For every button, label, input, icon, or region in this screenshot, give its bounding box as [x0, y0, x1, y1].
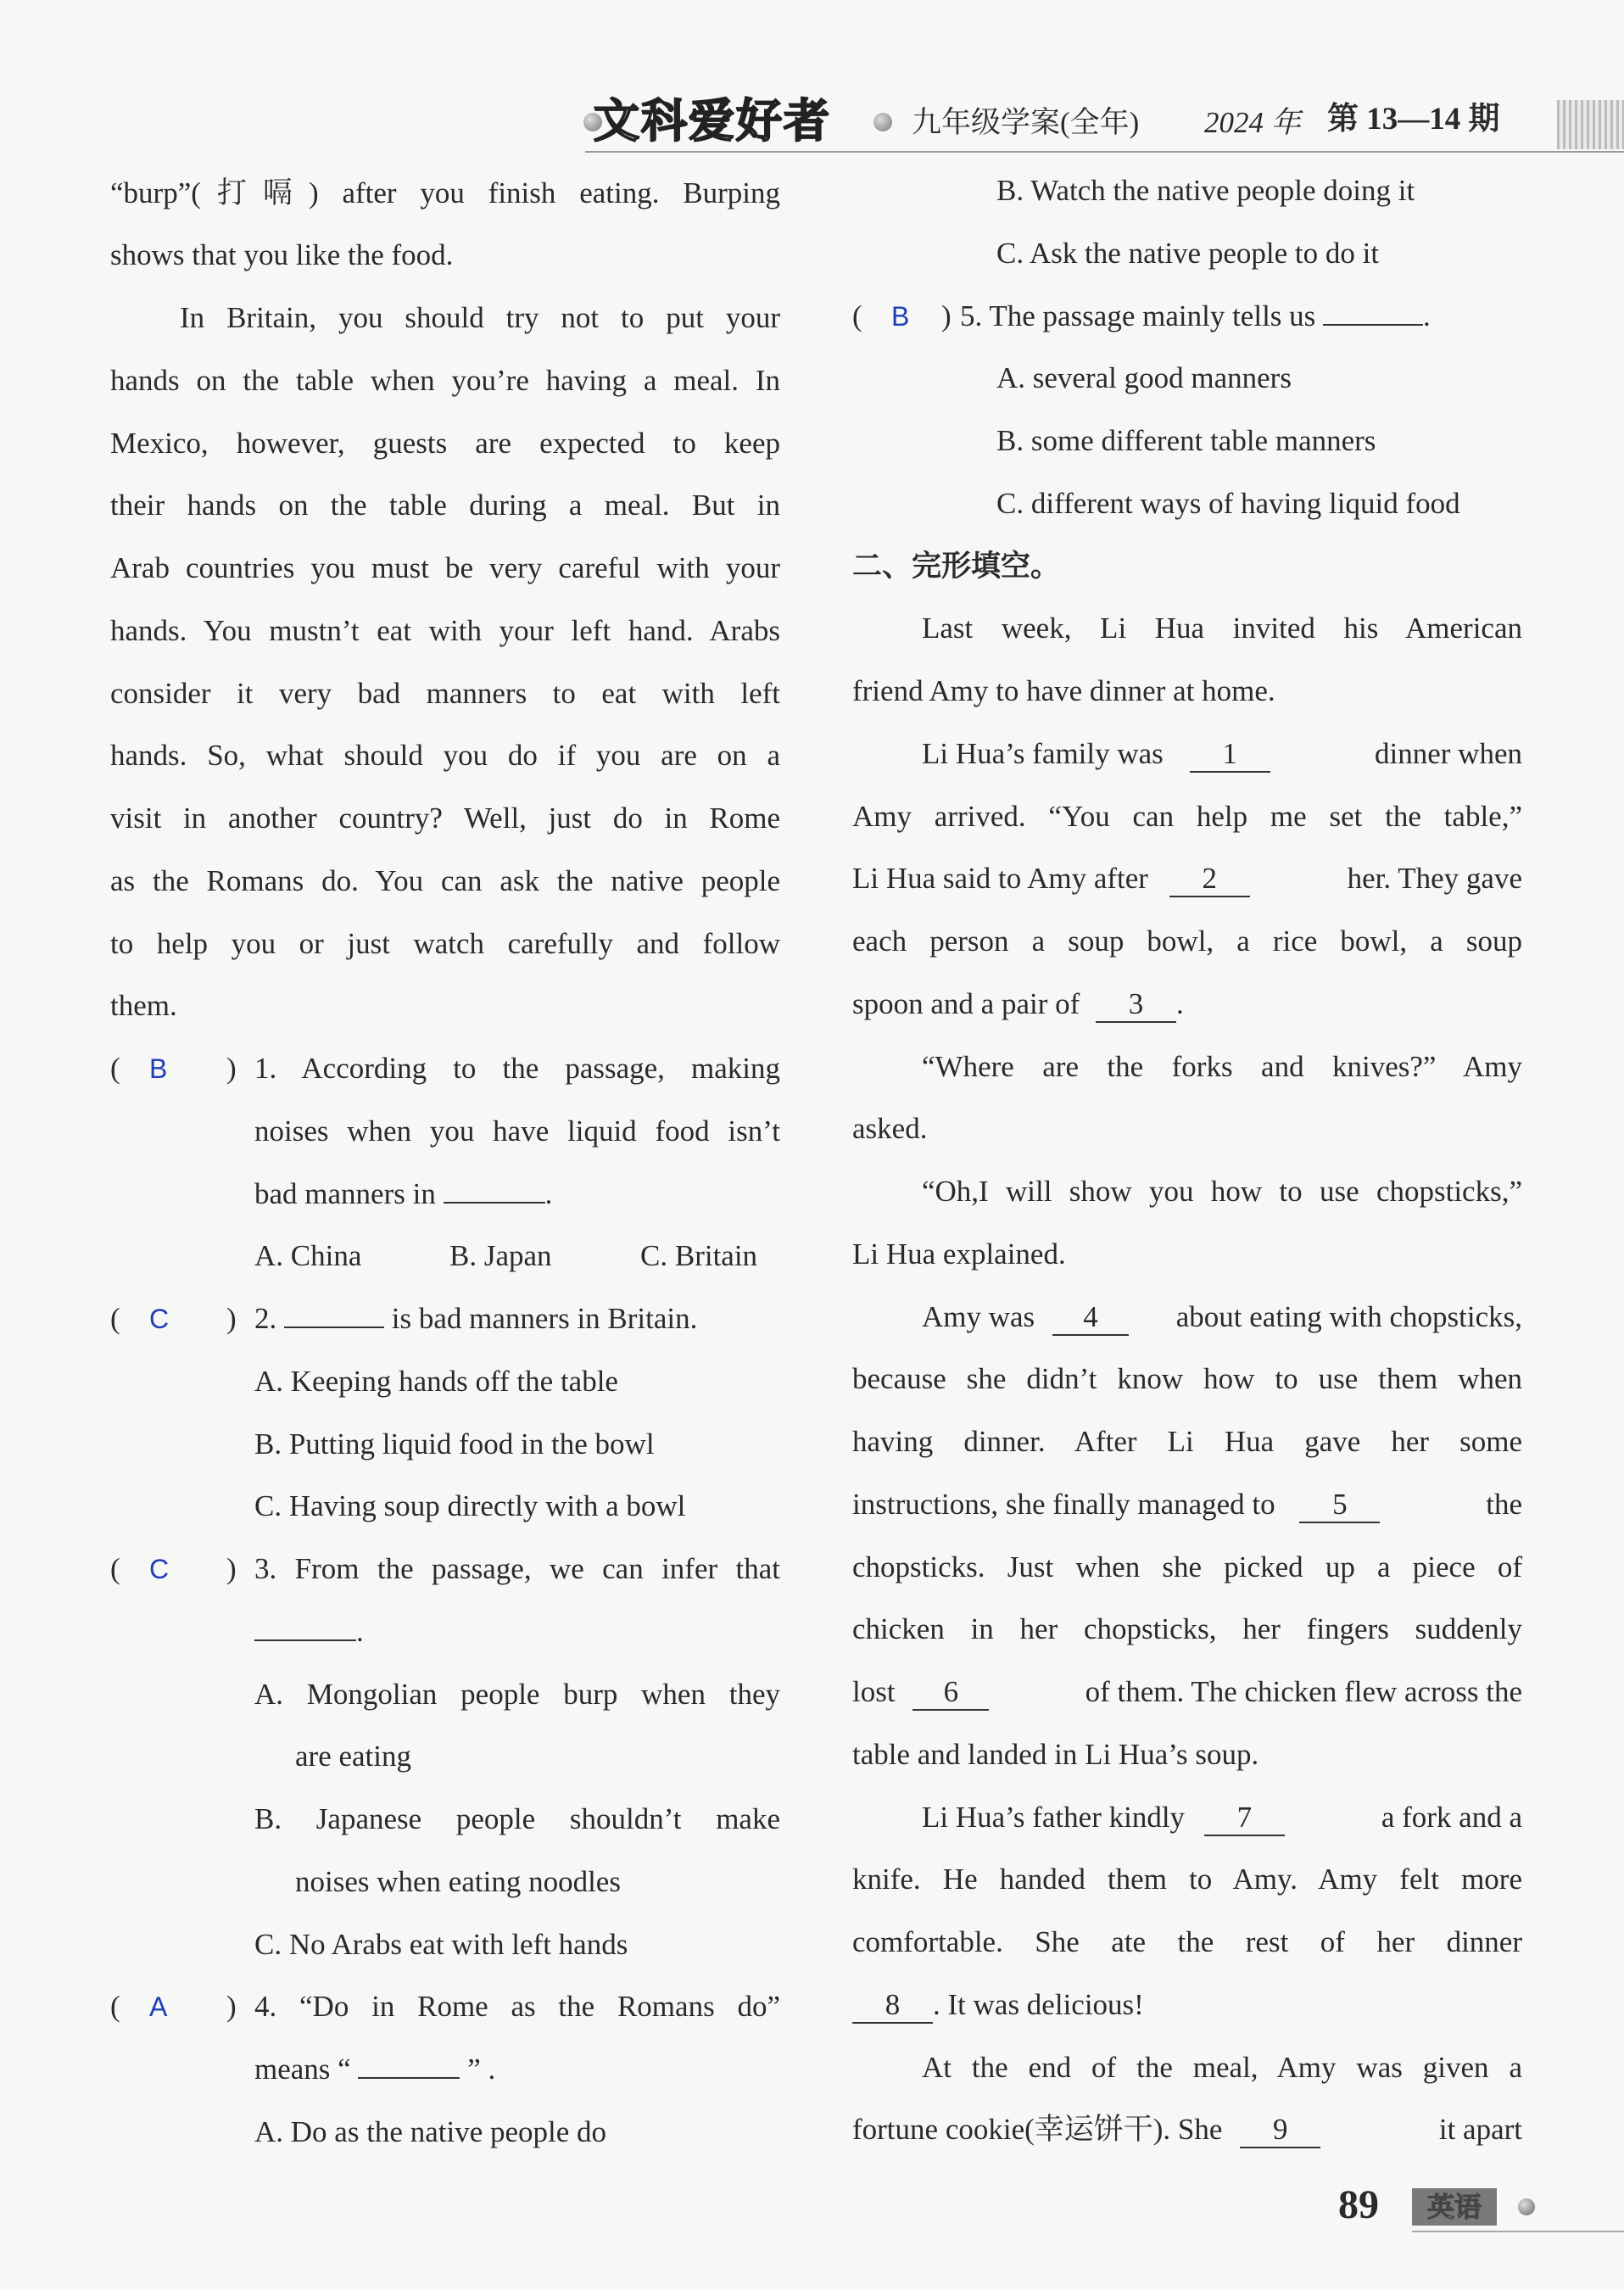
answer-5: B: [891, 301, 910, 332]
passage-line: hands. You mustn’t eat with your left hand. Arabs: [110, 614, 780, 647]
blank-7[interactable]: 7: [1204, 1801, 1285, 1836]
option-b[interactable]: B. Watch the native people doing it: [996, 174, 1415, 207]
option-b[interactable]: B. Japan: [449, 1239, 552, 1272]
question-2: ( C ) 2. is bad manners in Britain.: [110, 1298, 780, 1340]
header-subtitle: 九年级学案(全年): [912, 106, 1140, 139]
ornament-dot-icon: [1518, 2198, 1535, 2215]
page-number: 89: [1338, 2182, 1379, 2227]
passage-line: hands on the table when you’re having a meal. In: [110, 364, 780, 397]
blank-6[interactable]: 6: [912, 1675, 989, 1711]
cloze-line: knife. He handed them to Amy. Amy felt more: [852, 1863, 1522, 1896]
option-c[interactable]: C. Ask the native people to do it: [996, 237, 1380, 270]
option-c[interactable]: C. Having soup directly with a bowl: [254, 1489, 686, 1522]
option-c[interactable]: C. Britain: [640, 1239, 758, 1272]
blank-8[interactable]: 8: [852, 1988, 933, 2024]
cloze-line: Amy arrived. “You can help me set the table,”: [852, 800, 1522, 833]
option-c[interactable]: C. different ways of having liquid food: [996, 487, 1460, 520]
blank-9[interactable]: 9: [1240, 2113, 1320, 2148]
question-1-stem: 1. According to the passage, making: [254, 1052, 780, 1085]
passage-line: Arab countries you must be very careful with your: [110, 551, 780, 584]
passage-line: In Britain, you should try not to put your: [180, 301, 780, 334]
cloze-line: Li Hua said to Amy after 2 her. They gave: [852, 857, 1522, 900]
cloze-line: because she didn’t know how to use them when: [852, 1362, 1522, 1395]
question-3-blank: .: [110, 1611, 780, 1653]
page-header: [0, 0, 1624, 161]
blank-3[interactable]: 3: [1096, 987, 1176, 1023]
passage-line: “burp”(打嗝) after you finish eating. Burping: [110, 176, 780, 209]
option-b[interactable]: B. some different table manners: [996, 424, 1376, 457]
passage-line: visit in another country? Well, just do in Rome: [110, 802, 780, 835]
cloze-line: At the end of the meal, Amy was given a: [922, 2051, 1522, 2084]
ornament-dot-icon: [873, 113, 892, 131]
cloze-line: spoon and a pair of 3 .: [852, 983, 1522, 1025]
answer-4: A: [149, 1991, 168, 2022]
cloze-line: Last week, Li Hua invited his American: [922, 612, 1522, 645]
cloze-line: chopsticks. Just when she picked up a piece of: [852, 1550, 1522, 1583]
cloze-line: each person a soup bowl, a rice bowl, a soup: [852, 924, 1522, 958]
question-3: ( C ) 3. From the passage, we can infer that: [110, 1548, 780, 1590]
passage-line: their hands on the table during a meal. But in: [110, 489, 780, 522]
blank-1[interactable]: 1: [1190, 737, 1270, 773]
header-rule: [585, 151, 1624, 153]
question-3-stem: 3. From the passage, we can infer that: [254, 1552, 780, 1585]
header-stripe: [1557, 100, 1624, 149]
passage-line: hands. So, what should you do if you are on a: [110, 739, 780, 772]
header-issue: 第 13—14 期: [1327, 102, 1500, 137]
cloze-line: fortune cookie(幸运饼干). She 9 it apart: [852, 2108, 1522, 2151]
question-4: ( A ) 4. “Do in Rome as the Romans do”: [110, 1986, 780, 2028]
cloze-line: instructions, she finally managed to 5 the: [852, 1483, 1522, 1526]
question-5: ( B ) 5. The passage mainly tells us .: [852, 295, 1522, 338]
cloze-line: Li Hua’s father kindly 7 a fork and a: [852, 1796, 1522, 1839]
passage-line: shows that you like the food.: [110, 238, 454, 271]
option-a[interactable]: A. Keeping hands off the table: [254, 1365, 618, 1398]
option-a[interactable]: A. several good manners: [996, 361, 1292, 394]
footer-rule: [1412, 2231, 1624, 2232]
question-1-stem: noises when you have liquid food isn’t: [254, 1114, 780, 1148]
subject-tag: 英语: [1412, 2188, 1497, 2226]
header-year: 2024 年: [1204, 106, 1301, 139]
cloze-line: friend Amy to have dinner at home.: [852, 674, 1275, 707]
option-a-cont: are eating: [295, 1740, 411, 1773]
option-a[interactable]: A. China: [254, 1239, 362, 1272]
blank-4[interactable]: 4: [1052, 1300, 1129, 1336]
cloze-line: comfortable. She ate the rest of her dinner: [852, 1925, 1522, 1958]
blank-2[interactable]: 2: [1169, 862, 1250, 897]
question-1-options: [110, 1235, 780, 1277]
question-1-stem: bad manners in .: [254, 1177, 553, 1210]
question-1: ( B ) 1. According to the passage, making: [110, 1047, 780, 1090]
cloze-line: table and landed in Li Hua’s soup.: [852, 1738, 1259, 1771]
question-4-means: means “ ” .: [254, 2053, 496, 2086]
cloze-line: Li Hua’s family was 1 dinner when: [852, 733, 1522, 775]
question-4-stem: 4. “Do in Rome as the Romans do”: [254, 1990, 780, 2023]
cloze-line: asked.: [852, 1112, 928, 1145]
passage-line: to help you or just watch carefully and follow: [110, 927, 780, 960]
answer-1: B: [149, 1053, 168, 1084]
passage-line: consider it very bad manners to eat with left: [110, 677, 780, 710]
option-b[interactable]: B. Japanese people shouldn’t make: [254, 1802, 780, 1835]
cloze-line: “Where are the forks and knives?” Amy: [922, 1050, 1522, 1083]
option-a[interactable]: A. Mongolian people burp when they: [254, 1678, 780, 1711]
option-c[interactable]: C. No Arabs eat with left hands: [254, 1928, 628, 1961]
cloze-line: lost 6 of them. The chicken flew across the: [852, 1671, 1522, 1713]
passage-line: as the Romans do. You can ask the native people: [110, 864, 780, 897]
cloze-line: chicken in her chopsticks, her fingers suddenly: [852, 1612, 1522, 1645]
passage-line: them.: [110, 989, 177, 1022]
cloze-line: Amy was 4 about eating with chopsticks,: [852, 1296, 1522, 1338]
passage-line: Mexico, however, guests are expected to keep: [110, 427, 780, 460]
blank-5[interactable]: 5: [1299, 1488, 1380, 1523]
section-title: 二、完形填空。: [852, 550, 1061, 584]
answer-2: C: [149, 1304, 170, 1334]
cloze-line: “Oh,I will show you how to use chopsticks,”: [922, 1175, 1522, 1208]
option-b[interactable]: B. Putting liquid food in the bowl: [254, 1427, 655, 1461]
magazine-logo: 文科爱好者: [594, 94, 831, 148]
answer-3: C: [149, 1554, 170, 1584]
option-a[interactable]: A. Do as the native people do: [254, 2115, 607, 2148]
option-b-cont: noises when eating noodles: [295, 1865, 621, 1898]
cloze-line: 8 . It was delicious!: [852, 1984, 1522, 2026]
cloze-line: having dinner. After Li Hua gave her some: [852, 1425, 1522, 1458]
cloze-line: Li Hua explained.: [852, 1237, 1066, 1271]
